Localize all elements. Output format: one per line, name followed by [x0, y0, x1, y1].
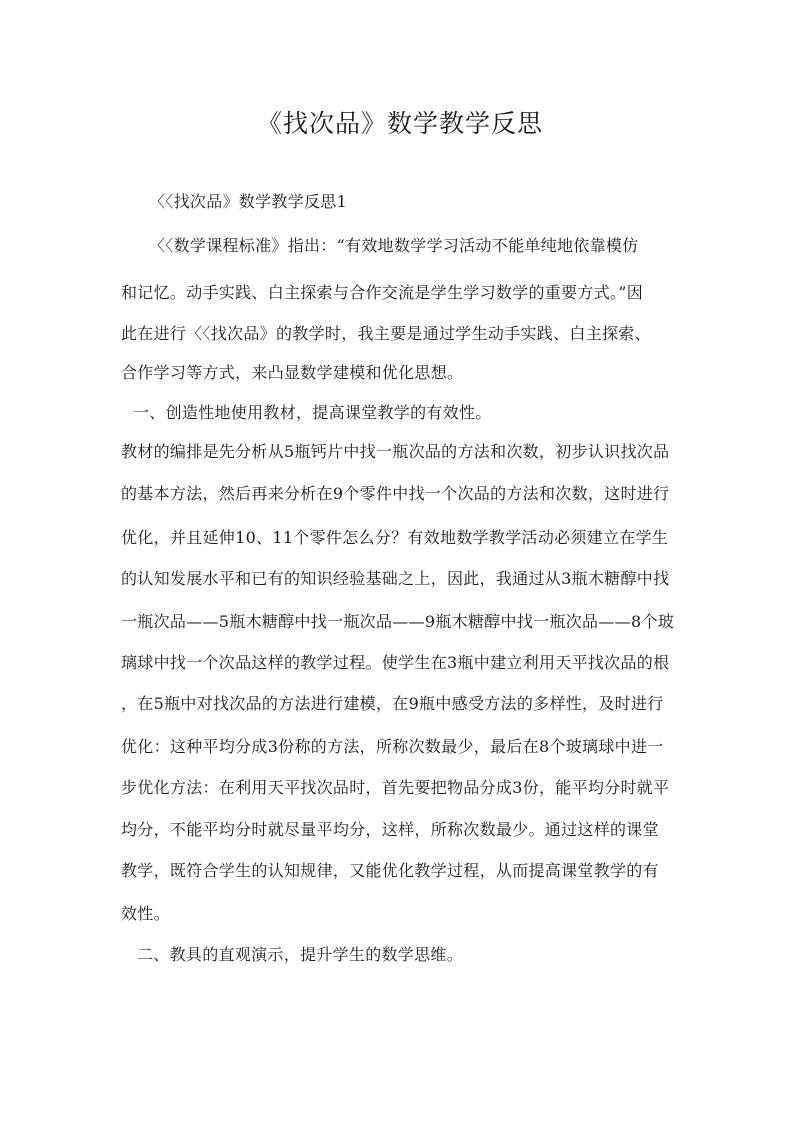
paragraph-line: 和记忆。动手实践、白主探索与合作交流是学生学习数学的重要方式。”因 — [121, 283, 644, 302]
paragraph-line: 优化：这种平均分成3份称的方法，所称次数最少，最后在8个玻璃球中进一 — [121, 737, 664, 756]
paragraph-line: 教学，既符合学生的认知规律，又能优化教学过程，从而提高课堂教学的有 — [121, 861, 659, 880]
paragraph-line: ，在5瓶中对找次品的方法进行建模，在9瓶中感受方法的多样性，及时进行 — [121, 694, 664, 713]
paragraph-line: 一瓶次品——5瓶木糖醇中找一瓶次品——9瓶木糖醇中找一瓶次品——8个玻 — [121, 612, 675, 631]
paragraph-line: 此在进行〈〈找次品》的教学时，我主要是通过学生动手实践、白主探索、 — [121, 324, 651, 343]
paragraph-line: 均分，不能平均分时就尽量平均分，这样，所称次数最少。通过这样的课堂 — [121, 820, 659, 839]
page-title: 《找次品》数学教学反思 — [256, 109, 543, 138]
subheading: 二、教具的直观演示，提升学生的数学思维。 — [137, 945, 464, 964]
paragraph-line: 合作学习等方式，来凸显数学建模和优化思想。 — [121, 363, 464, 382]
paragraph-line: 璃球中找一个次品这样的教学过程。使学生在3瓶中建立利用天平找次品的根 — [121, 653, 670, 672]
paragraph-line: 效性。 — [121, 904, 170, 923]
section-heading: 〈〈找次品》数学教学反思1 — [149, 192, 348, 211]
paragraph-line: 的基本方法，然后再来分析在9个零件中找一个次品的方法和次数，这时进行 — [121, 484, 670, 503]
paragraph-line: 〈〈数学课程标准》指出：“有效地数学学习活动不能单纯地依靠模仿 — [149, 236, 639, 255]
paragraph-line: 的认知发展水平和已有的知识经验基础之上，因此，我通过从3瓶木糖醇中找 — [121, 569, 670, 588]
paragraph-line: 优化，并且延伸10、11个零件怎么分？有效地数学教学活动必须建立在学生 — [121, 528, 669, 547]
subheading: 一、创造性地使用教材，提高课堂教学的有效性。 — [133, 403, 492, 422]
paragraph-line: 教材的编排是先分析从5瓶钙片中找一瓶次品的方法和次数，初步认识找次品 — [121, 442, 670, 461]
paragraph-line: 步优化方法：在利用天平找次品时，首先要把物品分成3份，能平均分时就平 — [121, 778, 670, 797]
